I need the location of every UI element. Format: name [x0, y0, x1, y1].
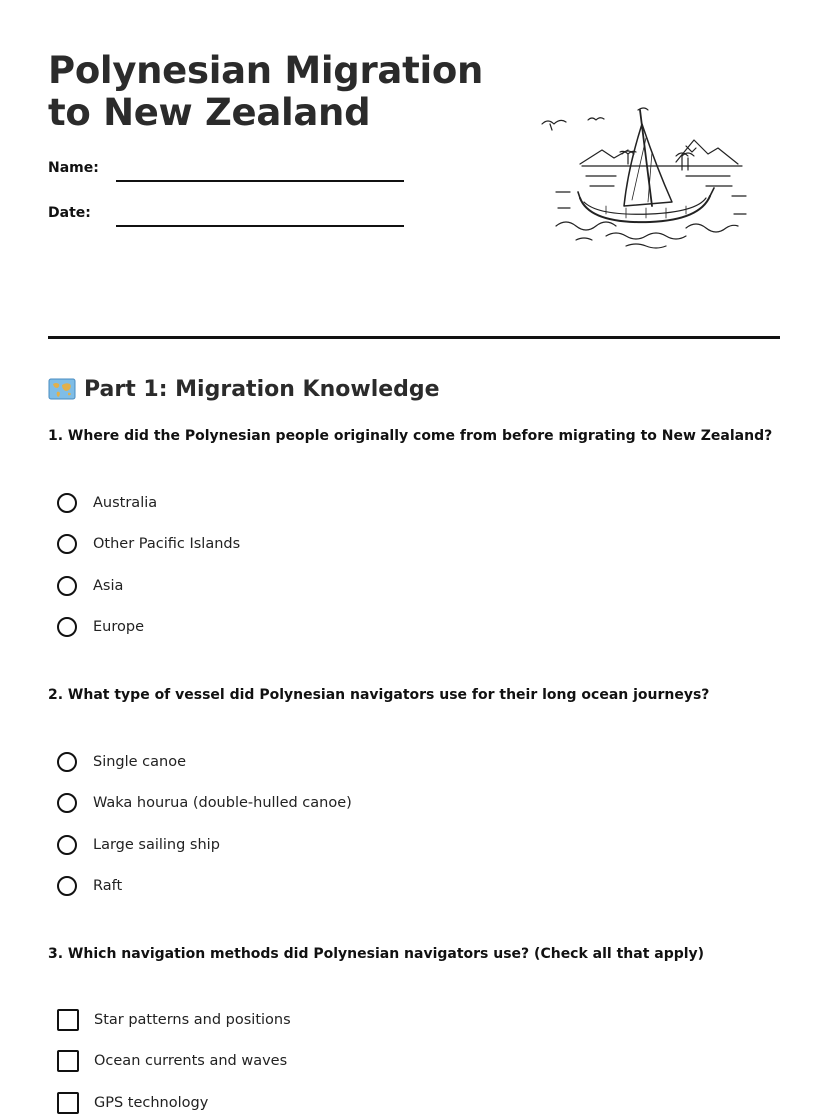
option-label: Raft: [93, 878, 123, 894]
radio-button[interactable]: [57, 534, 77, 554]
q2-option-large-sailing-ship[interactable]: [57, 832, 220, 858]
part1-header: [48, 374, 440, 404]
checkbox[interactable]: [57, 1009, 79, 1031]
q1-option-other-pacific-islands[interactable]: [57, 531, 240, 557]
q2-option-waka-hourua[interactable]: [57, 790, 352, 816]
radio-button[interactable]: [57, 493, 77, 513]
option-label: Europe: [93, 619, 144, 635]
option-label: Ocean currents and waves: [94, 1053, 288, 1069]
question-2: 2. What type of vessel did Polynesian navigators use for their long ocean journeys?: [48, 687, 710, 703]
q1-option-australia[interactable]: [57, 490, 157, 516]
radio-button[interactable]: [57, 835, 77, 855]
radio-button[interactable]: [57, 617, 77, 637]
option-label: GPS technology: [94, 1095, 209, 1111]
option-label: Waka hourua (double-hulled canoe): [93, 795, 352, 811]
voyaging-canoe-illustration: [536, 102, 752, 252]
q1-option-asia[interactable]: [57, 573, 123, 599]
q2-option-single-canoe[interactable]: [57, 749, 186, 775]
radio-button[interactable]: [57, 752, 77, 772]
question-1: 1. Where did the Polynesian people originally come from before migrating to New Zealand?: [48, 428, 773, 444]
part1-title: Part 1: Migration Knowledge: [84, 376, 440, 402]
name-label: Name:: [48, 160, 99, 176]
option-label: Single canoe: [93, 754, 187, 770]
option-label: Australia: [93, 495, 158, 511]
option-label: Large sailing ship: [93, 837, 220, 853]
worksheet-title: Polynesian Migration to New Zealand: [48, 49, 484, 134]
q3-option-gps-technology[interactable]: [57, 1090, 208, 1116]
option-label: Star patterns and positions: [94, 1012, 291, 1028]
option-label: Asia: [93, 578, 124, 594]
name-field[interactable]: [116, 180, 404, 182]
question-3: 3. Which navigation methods did Polynesian navigators use? (Check all that apply): [48, 946, 705, 962]
section-divider: [48, 336, 780, 339]
radio-button[interactable]: [57, 876, 77, 896]
date-field[interactable]: [116, 225, 404, 227]
q2-option-raft[interactable]: [57, 873, 122, 899]
option-label: Other Pacific Islands: [93, 536, 241, 552]
checkbox[interactable]: [57, 1050, 79, 1072]
q3-option-ocean-currents[interactable]: [57, 1048, 287, 1074]
checkbox[interactable]: [57, 1092, 79, 1114]
world-map-icon: [48, 377, 76, 401]
radio-button[interactable]: [57, 576, 77, 596]
q3-option-star-patterns[interactable]: [57, 1007, 291, 1033]
q1-option-europe[interactable]: [57, 614, 144, 640]
radio-button[interactable]: [57, 793, 77, 813]
date-label: Date:: [48, 205, 91, 221]
